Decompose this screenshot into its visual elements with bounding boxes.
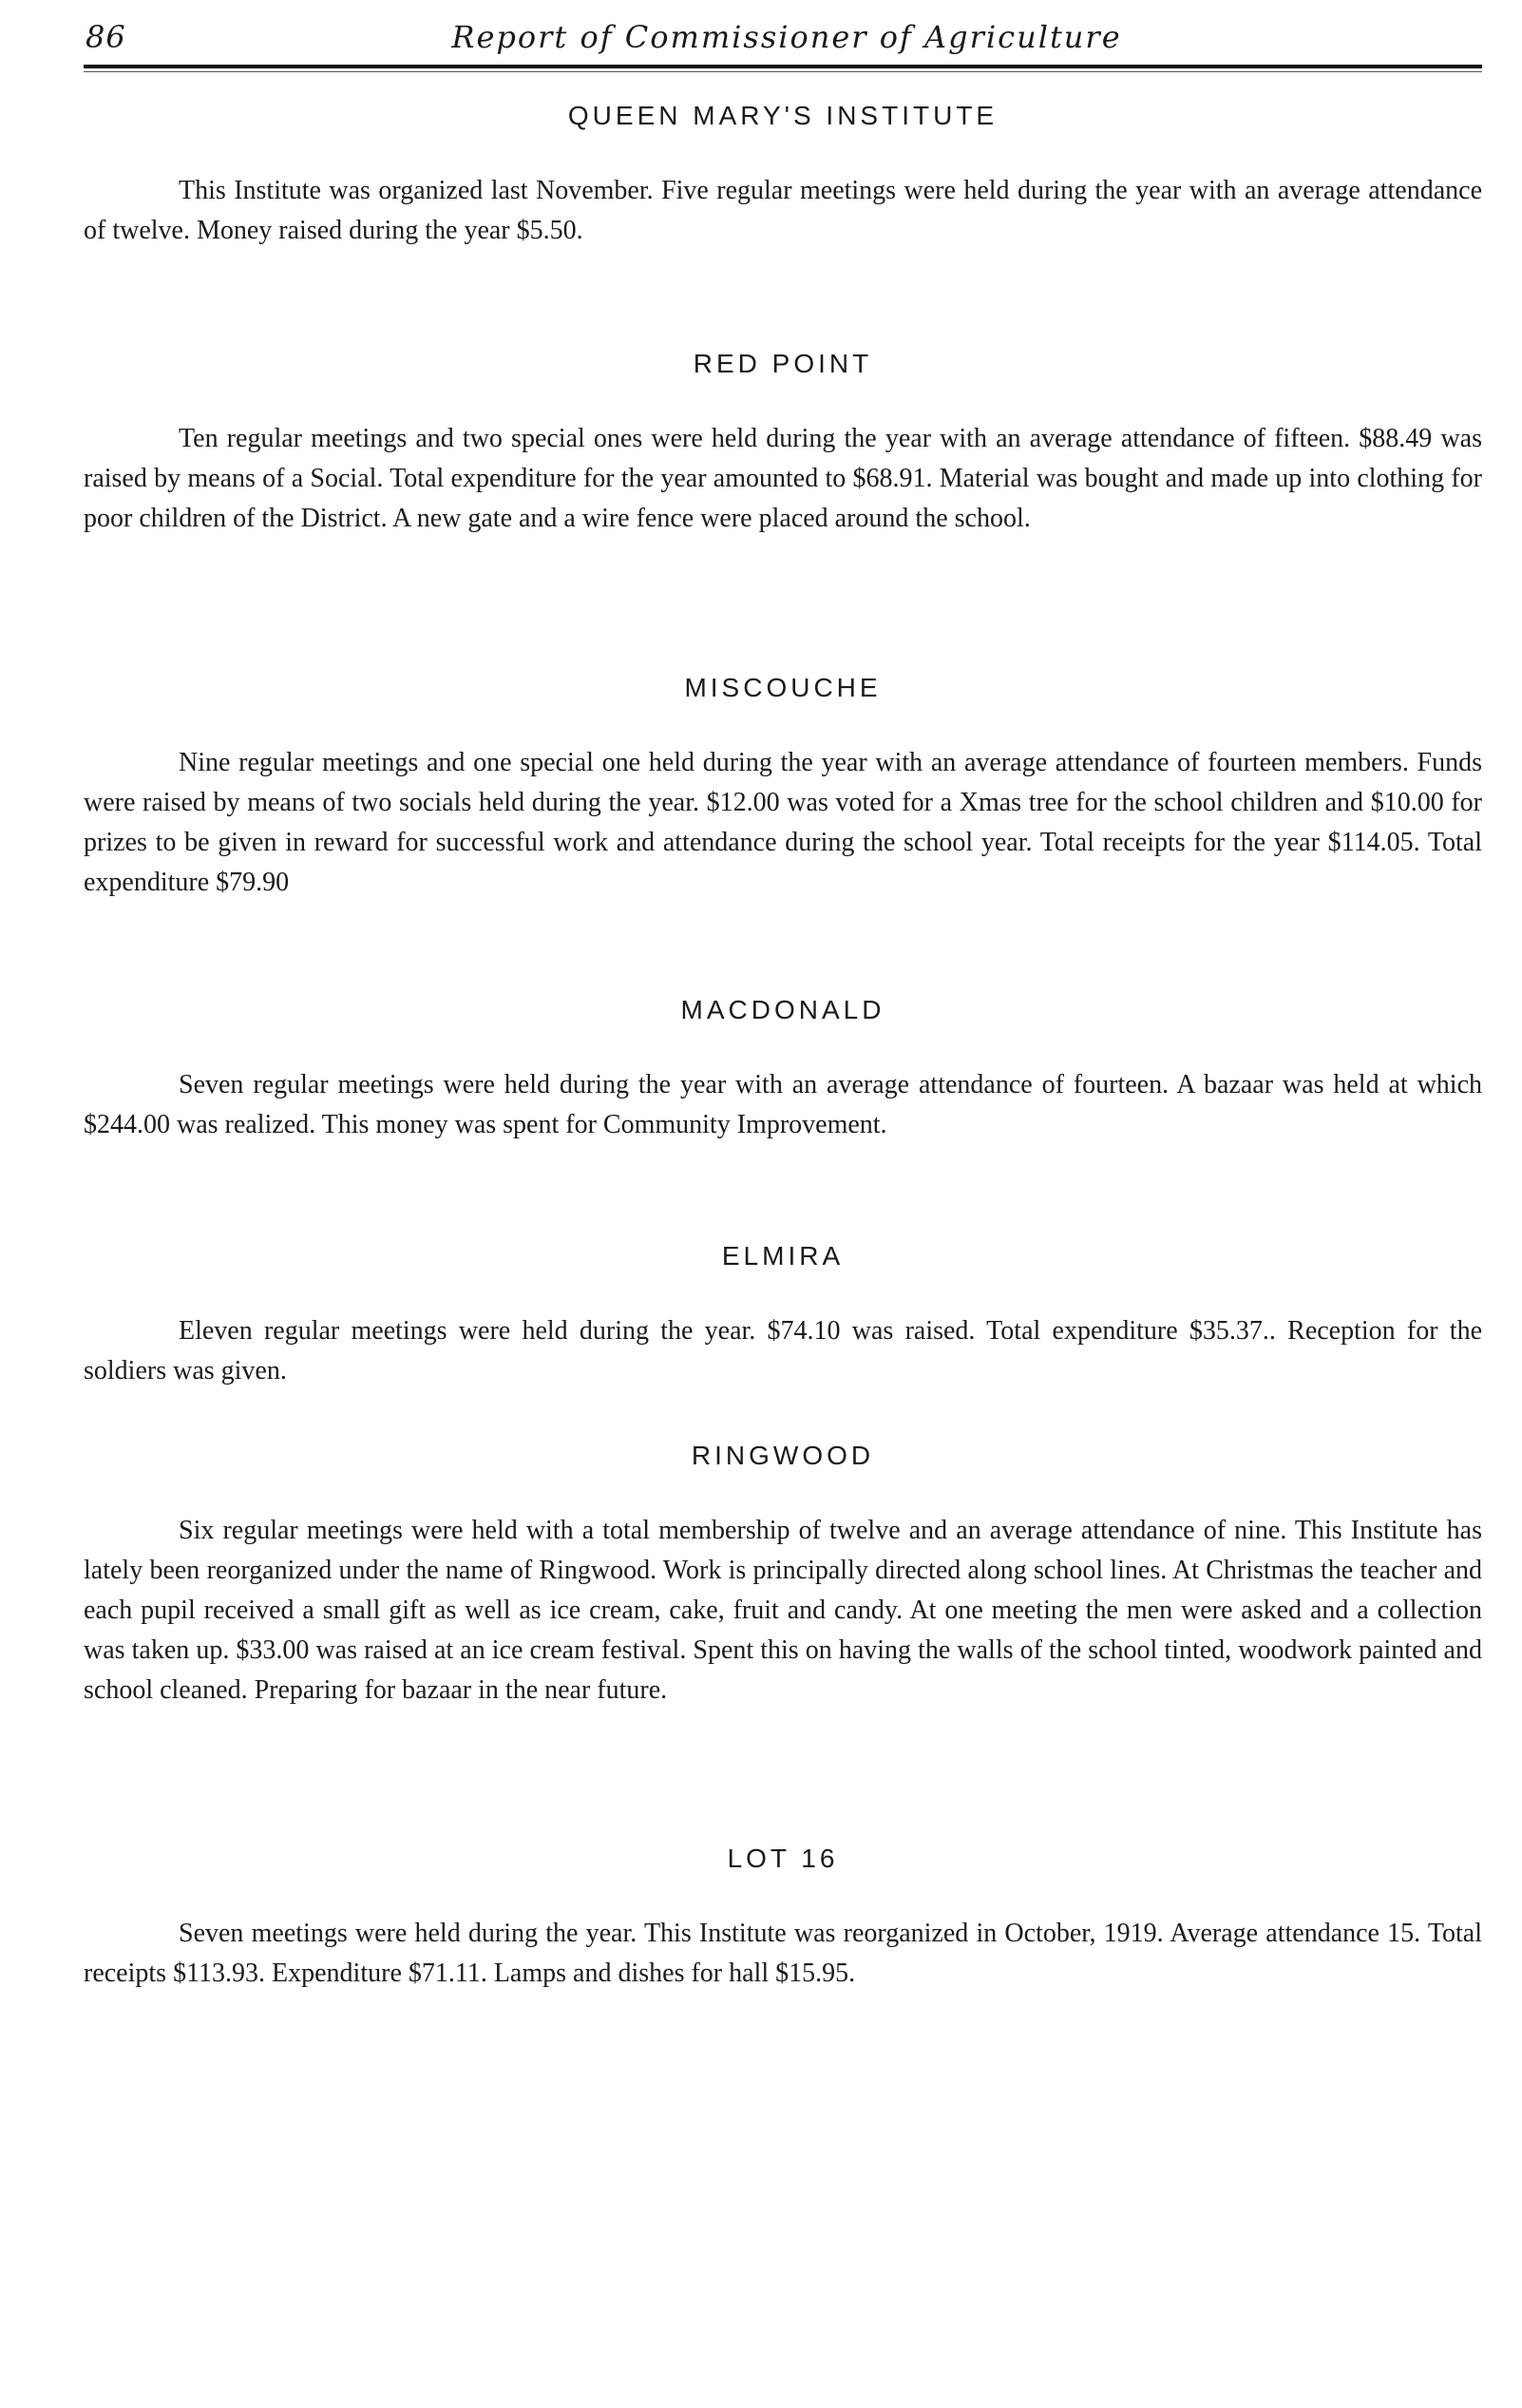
section-heading: MACDONALD <box>680 995 885 1024</box>
section-heading: QUEEN MARY'S INSTITUTE <box>567 101 999 130</box>
section-macdonald <box>84 995 1482 1145</box>
section-elmira <box>84 1241 1482 1391</box>
running-title: Report of Commissioner of Agriculture <box>451 19 1122 55</box>
header-rule-thin <box>84 71 1482 72</box>
section-body: Ten regular meetings and two special ones were held during the year with an average attendance of fifteen. $88.49 was raised by means of a Social. Total expenditure for the year amounted to $68.91. Material was bought and made up into clothing for poor children of the District. A new gate and a wire fence were placed around the school. <box>84 424 1482 533</box>
section-body: Seven regular meetings were held during the year with an average attendance of fourteen. A bazaar was held at which $244.00 was realized. This money was spent for Community Improvement. <box>84 1070 1482 1139</box>
running-header <box>84 19 1490 61</box>
section-heading: ELMIRA <box>721 1241 845 1271</box>
section-body: Eleven regular meetings were held during the year. $74.10 was raised. Total expenditure $35.37.. Reception for the soldiers was given. <box>84 1316 1482 1386</box>
section-body: Nine regular meetings and one special one held during the year with an average attendance of fourteen members. Funds were raised by means of two socials held during the year. $12.00 was voted for a Xmas tree for the school children and $10.00 for prizes to be given in reward for successful work and attendance during the school year. Total receipts for the year $114.05. Total expenditure $79.90 <box>84 748 1482 897</box>
section-body: Six regular meetings were held with a total membership of twelve and an average attendance of nine. This Institute has lately been reorganized under the name of Ringwood. Work is principally directed along school lines. At Christmas the teacher and each pupil received a small gift as well as ice cream, cake, fruit and candy. At one meeting the men were asked and a collection was taken up. $33.00 was raised at an ice cream festival. Spent this on having the walls of the school tinted, woodwork painted and school cleaned. Preparing for bazaar in the near future. <box>84 1516 1482 1705</box>
page-number: 86 <box>86 19 126 55</box>
section-heading: LOT 16 <box>727 1844 839 1873</box>
header-rule <box>84 65 1482 68</box>
section-heading: RINGWOOD <box>691 1441 875 1470</box>
section-ringwood <box>84 1441 1482 1710</box>
section-red-point <box>84 349 1482 539</box>
section-miscouche <box>84 673 1482 903</box>
section-heading: MISCOUCHE <box>684 673 882 702</box>
document-page <box>84 19 1490 1988</box>
section-queen-marys-institute <box>84 101 1482 251</box>
section-heading: RED POINT <box>693 349 873 378</box>
section-body: Seven meetings were held during the year. This Institute was reorganized in October, 1919. Average attendance 15. Total receipts $113.93. Expenditure $71.11. Lamps and dishes for hall $15.95. <box>84 1919 1482 1988</box>
section-body: This Institute was organized last November. Five regular meetings were held during the year with an average attendance of twelve. Money raised during the year $5.50. <box>84 176 1482 245</box>
section-lot-16 <box>84 1844 1482 1994</box>
